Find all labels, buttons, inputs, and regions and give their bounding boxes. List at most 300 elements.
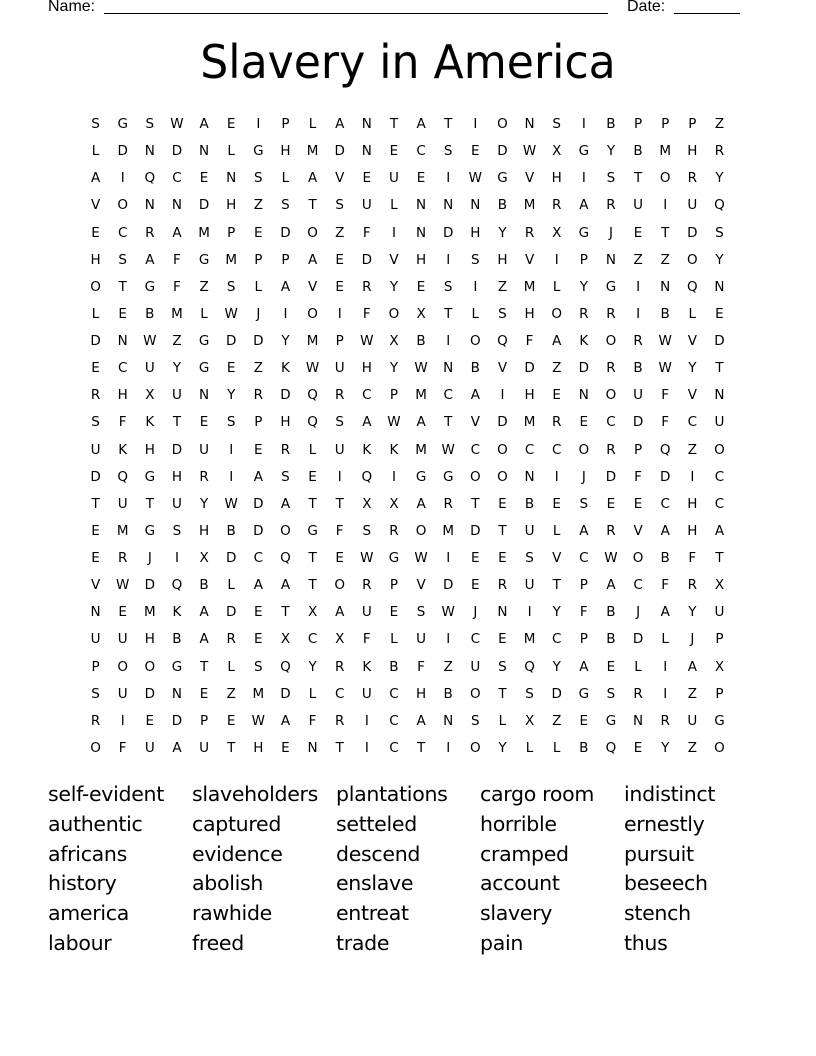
grid-letter[interactable]: K: [579, 333, 589, 349]
grid-letter[interactable]: T: [661, 224, 670, 241]
grid-letter[interactable]: P: [661, 116, 670, 132]
grid-letter[interactable]: E: [335, 278, 344, 295]
grid-letter[interactable]: V: [307, 278, 318, 295]
grid-letter[interactable]: D: [659, 468, 671, 485]
grid-letter[interactable]: R: [443, 495, 453, 512]
grid-letter[interactable]: L: [91, 143, 100, 160]
grid-letter[interactable]: D: [605, 468, 617, 485]
grid-letter[interactable]: L: [390, 631, 398, 648]
grid-letter[interactable]: I: [174, 550, 179, 566]
grid-letter[interactable]: T: [335, 495, 344, 512]
grid-letter[interactable]: B: [389, 658, 399, 675]
grid-letter[interactable]: F: [362, 305, 371, 322]
grid-letter[interactable]: B: [470, 360, 480, 377]
grid-letter[interactable]: B: [633, 360, 643, 377]
grid-letter[interactable]: F: [118, 414, 127, 431]
grid-letter[interactable]: E: [633, 739, 643, 756]
grid-letter[interactable]: Z: [687, 685, 697, 702]
grid-letter[interactable]: Y: [688, 604, 697, 621]
grid-letter[interactable]: M: [523, 278, 536, 295]
grid-letter[interactable]: R: [606, 522, 616, 539]
grid-letter[interactable]: H: [497, 251, 508, 268]
grid-letter[interactable]: X: [280, 631, 291, 648]
grid-letter[interactable]: H: [144, 441, 155, 458]
grid-letter[interactable]: T: [227, 739, 236, 756]
grid-letter[interactable]: F: [417, 658, 425, 675]
grid-letter[interactable]: I: [120, 712, 125, 729]
grid-letter[interactable]: U: [361, 685, 372, 702]
grid-letter[interactable]: C: [714, 495, 725, 512]
grid-letter[interactable]: R: [551, 414, 562, 431]
grid-letter[interactable]: L: [227, 143, 235, 160]
grid-letter[interactable]: Z: [172, 333, 182, 349]
grid-letter[interactable]: U: [117, 495, 128, 512]
grid-letter[interactable]: C: [362, 387, 372, 404]
grid-letter[interactable]: R: [606, 441, 616, 458]
grid-letter[interactable]: C: [551, 631, 562, 648]
grid-letter[interactable]: I: [636, 278, 641, 295]
grid-letter[interactable]: Y: [552, 604, 561, 621]
grid-letter[interactable]: O: [307, 305, 318, 322]
grid-letter[interactable]: Q: [117, 468, 128, 485]
grid-letter[interactable]: N: [470, 197, 481, 214]
grid-letter[interactable]: G: [578, 143, 590, 160]
grid-letter[interactable]: X: [307, 604, 318, 621]
grid-letter[interactable]: H: [524, 387, 535, 404]
grid-letter[interactable]: H: [687, 522, 698, 539]
grid-letter[interactable]: A: [253, 468, 263, 485]
grid-letter[interactable]: D: [442, 577, 454, 594]
grid-letter[interactable]: N: [171, 197, 182, 214]
grid-letter[interactable]: E: [471, 143, 480, 160]
grid-letter[interactable]: C: [551, 441, 562, 458]
grid-letter[interactable]: R: [551, 197, 562, 214]
grid-letter[interactable]: V: [524, 170, 535, 187]
grid-letter[interactable]: I: [581, 116, 586, 132]
grid-letter[interactable]: N: [416, 197, 427, 214]
grid-letter[interactable]: I: [527, 604, 532, 621]
grid-letter[interactable]: F: [688, 550, 697, 566]
grid-letter[interactable]: U: [199, 739, 209, 756]
grid-letter[interactable]: D: [117, 143, 128, 160]
grid-letter[interactable]: Z: [633, 251, 643, 268]
grid-letter[interactable]: D: [253, 333, 264, 349]
grid-letter[interactable]: Z: [552, 360, 562, 377]
grid-letter[interactable]: S: [606, 685, 616, 702]
grid-letter[interactable]: C: [687, 414, 698, 431]
grid-letter[interactable]: E: [416, 170, 426, 187]
grid-letter[interactable]: F: [661, 414, 670, 431]
grid-letter[interactable]: I: [500, 387, 505, 404]
grid-letter[interactable]: G: [442, 468, 454, 485]
grid-letter[interactable]: L: [552, 522, 561, 539]
grid-letter[interactable]: D: [578, 360, 590, 377]
grid-letter[interactable]: S: [91, 414, 100, 431]
grid-letter[interactable]: H: [280, 414, 291, 431]
grid-letter[interactable]: B: [606, 631, 616, 648]
grid-letter[interactable]: A: [253, 577, 263, 594]
grid-letter[interactable]: W: [116, 577, 130, 594]
grid-letter[interactable]: V: [470, 414, 480, 431]
grid-letter[interactable]: I: [446, 550, 451, 566]
grid-letter[interactable]: E: [498, 631, 507, 648]
grid-letter[interactable]: S: [416, 604, 426, 621]
grid-letter[interactable]: V: [335, 170, 345, 187]
grid-letter[interactable]: B: [633, 143, 643, 160]
grid-letter[interactable]: O: [280, 522, 291, 539]
grid-letter[interactable]: T: [308, 197, 317, 214]
grid-letter[interactable]: F: [308, 712, 317, 729]
grid-letter[interactable]: F: [634, 468, 642, 485]
grid-letter[interactable]: L: [91, 305, 100, 322]
grid-letter[interactable]: I: [229, 468, 234, 485]
grid-letter[interactable]: R: [145, 224, 155, 241]
grid-letter[interactable]: O: [578, 441, 590, 458]
grid-letter[interactable]: O: [714, 739, 725, 756]
grid-letter[interactable]: X: [389, 333, 399, 349]
grid-letter[interactable]: F: [173, 278, 181, 295]
grid-letter[interactable]: D: [253, 495, 264, 512]
grid-letter[interactable]: S: [335, 197, 344, 214]
grid-letter[interactable]: L: [227, 658, 235, 675]
grid-letter[interactable]: M: [523, 414, 536, 431]
grid-letter[interactable]: D: [334, 143, 345, 160]
grid-letter[interactable]: E: [362, 170, 372, 187]
grid-letter[interactable]: R: [497, 577, 508, 594]
grid-letter[interactable]: S: [715, 224, 724, 241]
grid-letter[interactable]: I: [446, 170, 451, 187]
grid-letter[interactable]: M: [116, 522, 129, 539]
grid-letter[interactable]: V: [633, 522, 643, 539]
grid-letter[interactable]: N: [633, 712, 644, 729]
grid-letter[interactable]: H: [90, 251, 101, 268]
grid-letter[interactable]: G: [578, 685, 590, 702]
grid-letter[interactable]: A: [687, 658, 697, 675]
grid-letter[interactable]: Q: [361, 468, 373, 485]
grid-letter[interactable]: O: [497, 441, 508, 458]
grid-letter[interactable]: Y: [281, 333, 290, 349]
grid-letter[interactable]: E: [281, 739, 290, 756]
grid-letter[interactable]: K: [145, 414, 155, 431]
grid-letter[interactable]: L: [688, 305, 697, 322]
grid-letter[interactable]: M: [415, 441, 427, 458]
grid-letter[interactable]: A: [362, 414, 372, 431]
grid-letter[interactable]: A: [307, 251, 318, 268]
grid-letter[interactable]: S: [91, 685, 100, 702]
grid-letter[interactable]: F: [661, 387, 670, 404]
grid-letter[interactable]: D: [632, 414, 644, 431]
grid-letter[interactable]: B: [579, 739, 589, 756]
grid-letter[interactable]: G: [388, 550, 400, 566]
grid-letter[interactable]: A: [416, 712, 426, 729]
grid-letter[interactable]: H: [551, 170, 562, 187]
grid-letter[interactable]: S: [226, 278, 236, 295]
grid-letter[interactable]: Z: [714, 116, 725, 132]
grid-letter[interactable]: X: [145, 387, 155, 404]
grid-letter[interactable]: Z: [443, 658, 453, 675]
grid-letter[interactable]: Z: [335, 224, 345, 241]
grid-letter[interactable]: A: [416, 414, 426, 431]
grid-letter[interactable]: F: [118, 739, 127, 756]
grid-letter[interactable]: W: [414, 550, 428, 566]
grid-letter[interactable]: O: [415, 522, 427, 539]
grid-letter[interactable]: O: [659, 170, 671, 187]
grid-letter[interactable]: X: [389, 495, 399, 512]
grid-letter[interactable]: R: [660, 712, 670, 729]
grid-letter[interactable]: N: [307, 739, 318, 756]
grid-letter[interactable]: W: [305, 360, 320, 377]
grid-letter[interactable]: A: [714, 522, 725, 539]
grid-letter[interactable]: R: [633, 333, 643, 349]
grid-letter[interactable]: T: [715, 550, 724, 566]
grid-letter[interactable]: N: [144, 143, 155, 160]
grid-letter[interactable]: C: [117, 360, 128, 377]
grid-letter[interactable]: N: [443, 360, 454, 377]
grid-letter[interactable]: J: [473, 604, 478, 621]
grid-letter[interactable]: Y: [199, 495, 209, 512]
grid-letter[interactable]: A: [172, 224, 182, 241]
grid-letter[interactable]: C: [606, 414, 616, 431]
grid-letter[interactable]: E: [254, 224, 263, 241]
grid-letter[interactable]: T: [498, 685, 507, 702]
grid-letter[interactable]: J: [636, 604, 641, 621]
grid-letter[interactable]: B: [145, 305, 155, 322]
grid-letter[interactable]: F: [362, 631, 371, 648]
grid-letter[interactable]: S: [606, 170, 616, 187]
grid-letter[interactable]: W: [360, 550, 374, 566]
grid-letter[interactable]: Y: [498, 224, 507, 241]
grid-letter[interactable]: T: [444, 305, 453, 322]
grid-letter[interactable]: T: [498, 522, 507, 539]
grid-letter[interactable]: F: [661, 577, 670, 594]
grid-letter[interactable]: Y: [715, 170, 724, 187]
grid-letter[interactable]: L: [200, 305, 208, 322]
grid-letter[interactable]: Q: [280, 550, 291, 566]
grid-letter[interactable]: T: [471, 495, 480, 512]
grid-letter[interactable]: T: [199, 658, 209, 675]
grid-letter[interactable]: Z: [552, 712, 562, 729]
grid-letter[interactable]: C: [470, 441, 481, 458]
grid-letter[interactable]: V: [497, 360, 508, 377]
grid-letter[interactable]: P: [281, 251, 290, 268]
grid-letter[interactable]: S: [471, 251, 480, 268]
grid-letter[interactable]: I: [636, 305, 641, 322]
grid-letter[interactable]: S: [498, 658, 507, 675]
grid-letter[interactable]: A: [280, 712, 291, 729]
grid-letter[interactable]: X: [714, 658, 725, 675]
grid-letter[interactable]: E: [145, 712, 155, 729]
grid-letter[interactable]: D: [90, 468, 101, 485]
grid-letter[interactable]: W: [414, 360, 428, 377]
grid-letter[interactable]: S: [498, 305, 507, 322]
grid-letter[interactable]: D: [497, 414, 508, 431]
grid-letter[interactable]: P: [199, 712, 209, 729]
grid-letter[interactable]: N: [199, 143, 210, 160]
grid-letter[interactable]: Y: [715, 251, 724, 268]
grid-letter[interactable]: O: [90, 739, 101, 756]
grid-letter[interactable]: O: [632, 550, 644, 566]
grid-letter[interactable]: O: [144, 658, 156, 675]
grid-letter[interactable]: E: [91, 360, 100, 377]
grid-letter[interactable]: D: [253, 522, 264, 539]
grid-letter[interactable]: I: [337, 468, 342, 485]
grid-letter[interactable]: X: [335, 631, 345, 648]
grid-letter[interactable]: N: [144, 197, 155, 214]
grid-letter[interactable]: S: [254, 170, 263, 187]
grid-letter[interactable]: L: [498, 712, 507, 729]
grid-letter[interactable]: H: [226, 197, 237, 214]
grid-letter[interactable]: H: [415, 251, 427, 268]
grid-letter[interactable]: R: [633, 685, 643, 702]
grid-letter[interactable]: V: [389, 251, 399, 268]
grid-letter[interactable]: Q: [307, 387, 318, 404]
grid-letter[interactable]: T: [389, 116, 399, 132]
grid-letter[interactable]: Z: [226, 685, 236, 702]
grid-letter[interactable]: G: [578, 224, 590, 241]
grid-letter[interactable]: E: [254, 441, 263, 458]
grid-letter[interactable]: D: [171, 712, 183, 729]
grid-letter[interactable]: I: [690, 468, 695, 485]
grid-letter[interactable]: T: [444, 116, 453, 132]
grid-letter[interactable]: X: [524, 712, 535, 729]
grid-letter[interactable]: D: [280, 224, 291, 241]
grid-letter[interactable]: E: [633, 224, 643, 241]
grid-letter[interactable]: D: [198, 197, 210, 214]
grid-letter[interactable]: C: [389, 739, 399, 756]
grid-letter[interactable]: W: [604, 550, 618, 566]
grid-letter[interactable]: E: [254, 631, 263, 648]
grid-letter[interactable]: L: [254, 278, 263, 295]
grid-letter[interactable]: V: [90, 197, 101, 214]
grid-letter[interactable]: A: [280, 278, 291, 295]
grid-letter[interactable]: N: [443, 197, 454, 214]
grid-letter[interactable]: N: [497, 604, 508, 621]
grid-letter[interactable]: B: [172, 631, 182, 648]
grid-letter[interactable]: P: [335, 333, 344, 349]
grid-letter[interactable]: T: [118, 278, 127, 295]
grid-letter[interactable]: Z: [687, 739, 697, 756]
grid-letter[interactable]: K: [118, 441, 128, 458]
grid-letter[interactable]: Y: [308, 658, 317, 675]
grid-letter[interactable]: C: [172, 170, 182, 187]
grid-letter[interactable]: G: [171, 658, 183, 675]
grid-letter[interactable]: V: [524, 251, 535, 268]
grid-letter[interactable]: E: [91, 522, 100, 539]
grid-letter[interactable]: Q: [714, 197, 725, 214]
grid-letter[interactable]: T: [172, 414, 182, 431]
grid-letter[interactable]: R: [687, 577, 697, 594]
grid-letter[interactable]: H: [687, 143, 698, 160]
grid-letter[interactable]: S: [281, 197, 290, 214]
grid-letter[interactable]: E: [226, 116, 236, 132]
grid-letter[interactable]: M: [306, 333, 319, 349]
grid-letter[interactable]: H: [117, 387, 128, 404]
grid-letter[interactable]: Y: [389, 278, 399, 295]
grid-letter[interactable]: D: [225, 604, 237, 621]
grid-letter[interactable]: S: [254, 658, 263, 675]
grid-letter[interactable]: D: [280, 387, 291, 404]
grid-letter[interactable]: L: [661, 631, 669, 648]
grid-letter[interactable]: I: [554, 468, 559, 485]
grid-letter[interactable]: J: [581, 468, 586, 485]
grid-letter[interactable]: A: [335, 116, 345, 132]
grid-letter[interactable]: H: [253, 739, 264, 756]
grid-letter[interactable]: Q: [497, 333, 508, 349]
grid-letter[interactable]: O: [469, 468, 481, 485]
grid-letter[interactable]: A: [172, 739, 182, 756]
grid-letter[interactable]: A: [660, 604, 670, 621]
grid-letter[interactable]: A: [280, 577, 291, 594]
grid-letter[interactable]: R: [389, 522, 399, 539]
grid-letter[interactable]: G: [198, 360, 210, 377]
grid-letter[interactable]: C: [117, 224, 128, 241]
grid-letter[interactable]: N: [117, 333, 128, 349]
grid-letter[interactable]: G: [605, 278, 617, 295]
grid-letter[interactable]: X: [362, 495, 372, 512]
grid-letter[interactable]: Y: [606, 143, 616, 160]
grid-letter[interactable]: U: [117, 631, 128, 648]
grid-letter[interactable]: Z: [687, 441, 697, 458]
grid-letter[interactable]: N: [524, 116, 535, 132]
grid-letter[interactable]: B: [199, 577, 209, 594]
grid-letter[interactable]: Y: [227, 387, 236, 404]
grid-letter[interactable]: A: [199, 116, 209, 132]
grid-letter[interactable]: E: [91, 550, 100, 566]
grid-letter[interactable]: B: [524, 495, 535, 512]
grid-letter[interactable]: B: [660, 305, 670, 322]
grid-letter[interactable]: U: [633, 197, 643, 214]
grid-letter[interactable]: W: [441, 441, 455, 458]
grid-letter[interactable]: Q: [524, 658, 535, 675]
grid-letter[interactable]: A: [199, 631, 209, 648]
grid-letter[interactable]: N: [443, 712, 454, 729]
grid-letter[interactable]: D: [171, 143, 183, 160]
grid-letter[interactable]: U: [524, 522, 535, 539]
grid-letter[interactable]: P: [254, 251, 263, 268]
grid-letter[interactable]: E: [498, 495, 507, 512]
grid-letter[interactable]: H: [198, 522, 210, 539]
grid-letter[interactable]: M: [523, 631, 536, 648]
grid-letter[interactable]: A: [552, 333, 562, 349]
grid-letter[interactable]: R: [362, 278, 372, 295]
grid-letter[interactable]: Q: [280, 658, 291, 675]
grid-letter[interactable]: X: [199, 550, 209, 566]
grid-letter[interactable]: G: [253, 143, 264, 160]
grid-letter[interactable]: W: [468, 170, 482, 187]
grid-letter[interactable]: E: [633, 495, 643, 512]
grid-letter[interactable]: I: [446, 739, 451, 756]
grid-letter[interactable]: L: [227, 577, 235, 594]
grid-letter[interactable]: H: [470, 224, 481, 241]
grid-letter[interactable]: L: [634, 658, 642, 675]
grid-letter[interactable]: O: [469, 333, 481, 349]
grid-letter[interactable]: D: [144, 577, 156, 594]
grid-letter[interactable]: A: [579, 658, 589, 675]
grid-letter[interactable]: L: [390, 197, 398, 214]
grid-letter[interactable]: Z: [253, 360, 263, 377]
grid-letter[interactable]: E: [199, 170, 209, 187]
grid-letter[interactable]: E: [389, 604, 399, 621]
grid-letter[interactable]: K: [362, 658, 372, 675]
grid-letter[interactable]: W: [224, 495, 238, 512]
grid-letter[interactable]: T: [633, 170, 643, 187]
grid-letter[interactable]: C: [524, 441, 535, 458]
grid-letter[interactable]: P: [579, 631, 588, 648]
grid-letter[interactable]: N: [171, 685, 182, 702]
grid-letter[interactable]: S: [552, 116, 561, 132]
grid-letter[interactable]: N: [199, 387, 210, 404]
grid-letter[interactable]: R: [606, 360, 616, 377]
